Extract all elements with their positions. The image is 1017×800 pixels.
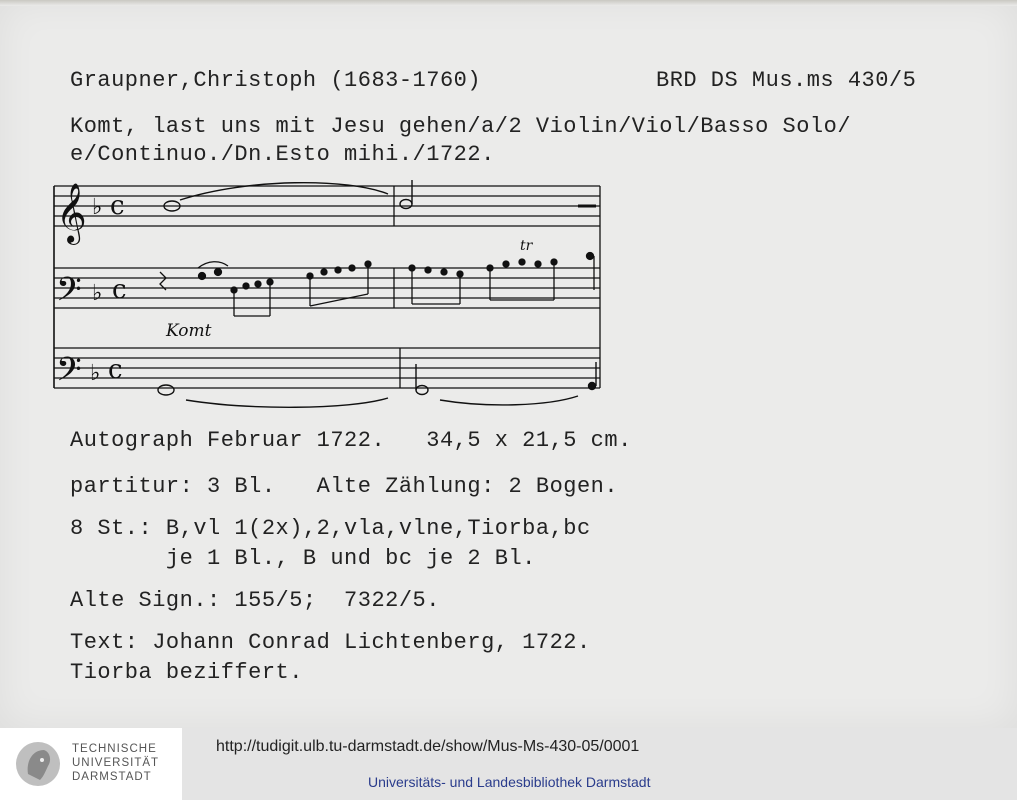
svg-text:♭: ♭ [92,281,103,306]
svg-text:𝄢: 𝄢 [56,271,82,317]
autograph-line: Autograph Februar 1722. 34,5 x 21,5 cm. [70,428,632,453]
svg-text:𝄢: 𝄢 [56,351,82,397]
tiorba-note-line: Tiorba beziffert. [70,660,303,685]
stimmen-line-1: 8 St.: B,vl 1(2x),2,vla,vlne,Tiorba,bc [70,516,591,541]
work-title-line-1: Komt, last uns mit Jesu gehen/a/2 Violin/Viol/Basso Solo/ [70,114,852,139]
svg-text:c: c [110,191,125,221]
alte-sign-line: Alte Sign.: 155/5; 7322/5. [70,588,440,613]
logo-line-3: DARMSTADT [72,771,152,783]
svg-text:c: c [108,355,123,385]
svg-text:♭: ♭ [90,361,101,386]
logo-line-1: TECHNISCHE [72,743,157,755]
trill-mark: tr [520,238,533,254]
incipit-svg [48,172,608,408]
incipit-lyric: Komt [166,321,212,341]
music-incipit [48,172,608,408]
permalink-url[interactable]: http://tudigit.ulb.tu-darmstadt.de/show/Mus-Ms-430-05/0001 [216,738,640,755]
athena-head-icon [14,740,62,788]
tu-darmstadt-logo[interactable] [0,728,182,800]
work-title-line-2: e/Continuo./Dn.Esto mihi./1722. [70,142,495,167]
logo-wordmark [72,742,159,784]
text-author-line: Text: Johann Conrad Lichtenberg, 1722. [70,630,591,655]
card-edge [0,0,1017,6]
logo-line-2: UNIVERSITÄT [72,757,160,769]
svg-text:𝄞: 𝄞 [56,183,87,243]
stimmen-line-2: je 1 Bl., B und bc je 2 Bl. [70,546,536,571]
svg-text:♭: ♭ [92,195,103,220]
footer-bar [0,728,1017,800]
svg-text:c: c [112,275,127,305]
shelfmark: BRD DS Mus.ms 430/5 [656,68,917,93]
library-name-link[interactable]: Universitäts- und Landesbibliothek Darmstadt [368,774,651,790]
partitur-line: partitur: 3 Bl. Alte Zählung: 2 Bogen. [70,474,619,499]
composer-header: Graupner,Christoph (1683-1760) [70,68,482,93]
